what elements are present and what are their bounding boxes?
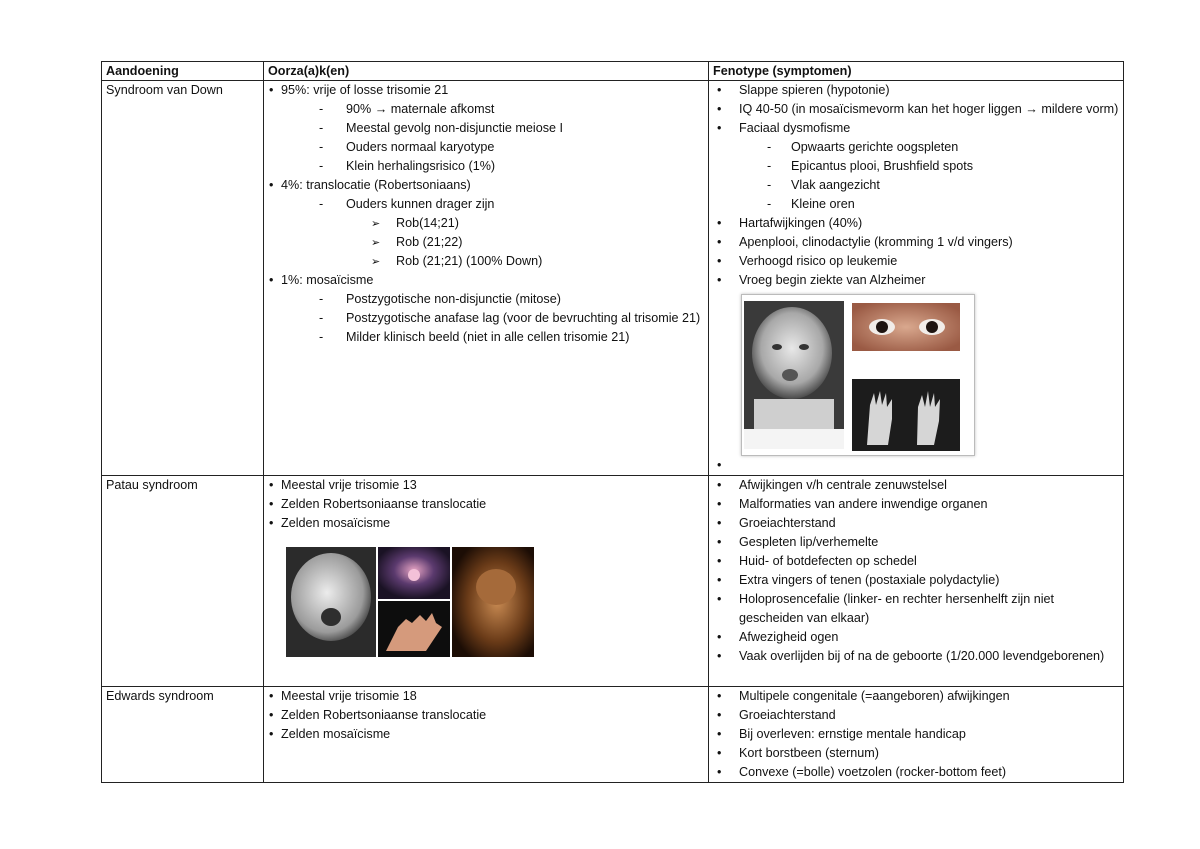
list-item: • Meestal vrije trisomie 13 (268, 476, 704, 495)
phenotype-cell (709, 81, 1124, 476)
list-item: - Vlak aangezicht (713, 176, 1119, 195)
list-item: - Kleine oren (713, 195, 1119, 214)
list-item: • 95%: vrije of losse trisomie 21 (268, 81, 704, 100)
list-item: • Apenplooi, clinodactylie (kromming 1 v/d vingers) (713, 233, 1119, 252)
list-item: - Milder klinisch beeld (niet in alle cellen trisomie 21) (268, 328, 704, 347)
list-item: • Multipele congenitale (=aangeboren) afwijkingen (713, 687, 1119, 706)
list-item: • Afwijkingen v/h centrale zenuwstelsel (713, 476, 1119, 495)
condition-name: Patau syndroom (102, 476, 264, 687)
down-syndrome-photo-collage (742, 295, 974, 455)
phenotype-list (713, 687, 1119, 782)
causes-cell (264, 81, 709, 476)
list-item (268, 100, 704, 119)
causes-list (268, 476, 704, 533)
list-item: • Holoprosencefalie (linker- en rechter hersenhelft zijn niet gescheiden van elkaar) (713, 590, 1119, 628)
phenotype-list (713, 81, 1119, 290)
list-item: ➢ Rob (21;22) (268, 233, 704, 252)
list-item: • 1%: mosaïcisme (268, 271, 704, 290)
list-item: • Zelden Robertsoniaanse translocatie (268, 706, 704, 725)
list-item: • Extra vingers of tenen (postaxiale polydactylie) (713, 571, 1119, 590)
list-item: • Huid- of botdefecten op schedel (713, 552, 1119, 571)
list-item: - Ouders kunnen drager zijn (268, 195, 704, 214)
list-item: • Zelden mosaïcisme (268, 514, 704, 533)
causes-list (268, 81, 704, 347)
table-row (102, 81, 1124, 476)
list-item-text: 90% → maternale afkomst (346, 102, 495, 116)
list-item: • Zelden mosaïcisme (268, 725, 704, 744)
list-item: • Gespleten lip/verhemelte (713, 533, 1119, 552)
list-item: ➢ Rob(14;21) (268, 214, 704, 233)
list-item: - Meestal gevolg non-disjunctie meiose I (268, 119, 704, 138)
phenotype-list-tail (713, 456, 1119, 475)
list-item: - Postzygotische non-disjunctie (mitose) (268, 290, 704, 309)
list-item: - Postzygotische anafase lag (voor de bevruchting al trisomie 21) (268, 309, 704, 328)
table-row (102, 476, 1124, 687)
list-item: • 4%: translocatie (Robertsoniaans) (268, 176, 704, 195)
list-item: - Opwaarts gerichte oogspleten (713, 138, 1119, 157)
list-item: • Verhoogd risico op leukemie (713, 252, 1119, 271)
causes-cell (264, 476, 709, 687)
list-item: ➢ Rob (21;21) (100% Down) (268, 252, 704, 271)
list-item: • Kort borstbeen (sternum) (713, 744, 1119, 763)
header-condition: Aandoening (102, 62, 264, 81)
table-header-row (102, 62, 1124, 81)
condition-name: Syndroom van Down (102, 81, 264, 476)
list-item: • Afwezigheid ogen (713, 628, 1119, 647)
list-item: • Convexe (=bolle) voetzolen (rocker-bottom feet) (713, 763, 1119, 782)
list-item: • Faciaal dysmofisme (713, 119, 1119, 138)
empty-bullet (713, 456, 1119, 475)
condition-name: Edwards syndroom (102, 687, 264, 783)
list-item: • Meestal vrije trisomie 18 (268, 687, 704, 706)
header-causes: Oorza(a)k(en) (264, 62, 709, 81)
list-item: • Groeiachterstand (713, 706, 1119, 725)
list-item: • Zelden Robertsoniaanse translocatie (268, 495, 704, 514)
list-item: • Groeiachterstand (713, 514, 1119, 533)
list-item: - Epicantus plooi, Brushfield spots (713, 157, 1119, 176)
list-item: • Vroeg begin ziekte van Alzheimer (713, 271, 1119, 290)
list-item: • Vaak overlijden bij of na de geboorte (1/20.000 levendgeborenen) (713, 647, 1119, 666)
list-item: • Slappe spieren (hypotonie) (713, 81, 1119, 100)
list-item: • Bij overleven: ernstige mentale handicap (713, 725, 1119, 744)
phenotype-cell (709, 476, 1124, 687)
phenotype-list (713, 476, 1119, 666)
list-item: - Ouders normaal karyotype (268, 138, 704, 157)
patau-photo-collage (286, 547, 534, 657)
table-row (102, 687, 1124, 783)
causes-cell (264, 687, 709, 783)
list-item: • Malformaties van andere inwendige organen (713, 495, 1119, 514)
list-item: - Klein herhalingsrisico (1%) (268, 157, 704, 176)
header-phenotype: Fenotype (symptomen) (709, 62, 1124, 81)
causes-list (268, 687, 704, 744)
list-item: • IQ 40-50 (in mosaïcismevorm kan het hoger liggen → mildere vorm) (713, 100, 1119, 119)
phenotype-cell (709, 687, 1124, 783)
down-syndrome-photos (741, 294, 975, 456)
list-item: • Hartafwijkingen (40%) (713, 214, 1119, 233)
patau-syndrome-photos (286, 547, 534, 657)
syndromes-table (101, 61, 1124, 783)
